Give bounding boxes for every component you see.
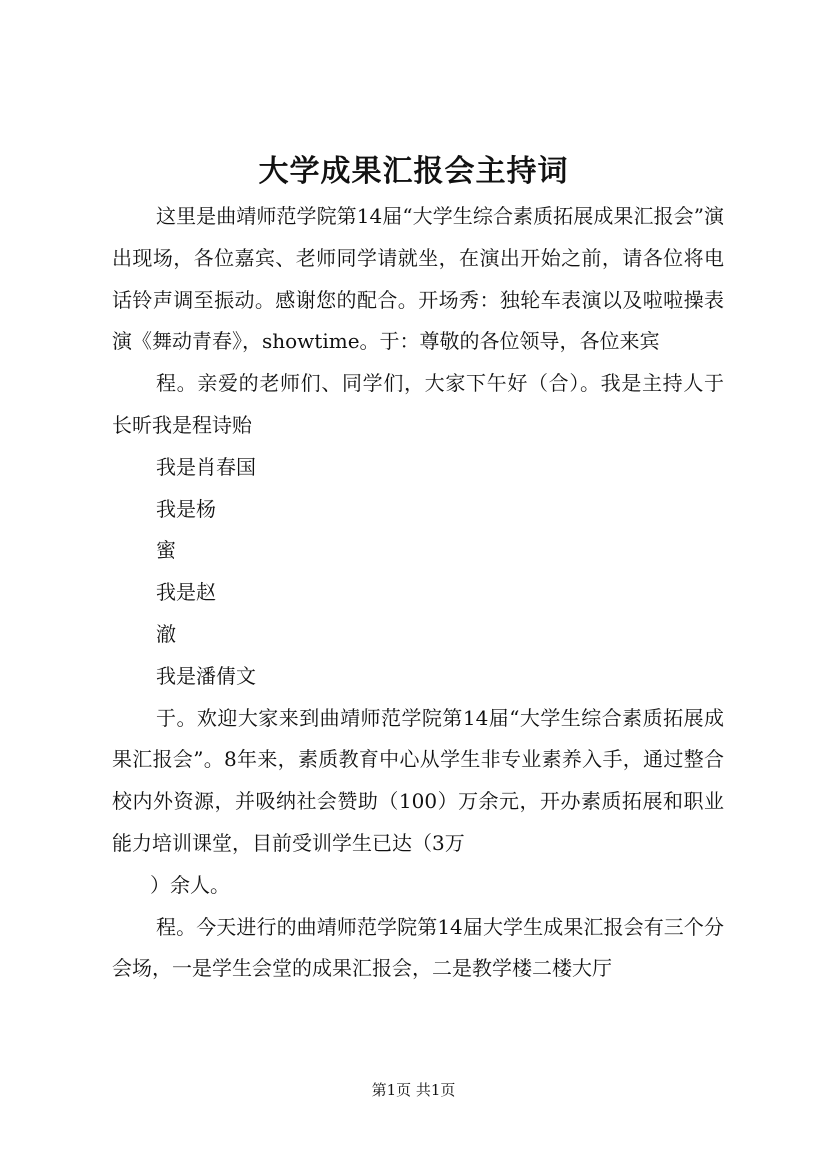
paragraph-welcome: 于。欢迎大家来到曲靖师范学院第14届“大学生综合素质拓展成果汇报会”。8年来，素质教育中心从学生非专业素养入手，通过整合校内外资源，并吸纳社会赞助（100）万余元，开办素质拓展和职业能力培训课堂，目前受训学生已达（3万 (112, 705, 724, 855)
paragraph-venues: 程。今天进行的曲靖师范学院第14届大学生成果汇报会有三个分会场，一是学生会堂的成果汇报会，二是教学楼二楼大厅 (112, 914, 724, 981)
paragraph-opening: 这里是曲靖师范学院第14届“大学生综合素质拓展成果汇报会”演出现场，各位嘉宾、老师同学请就坐，在演出开始之前，请各位将电话铃声调至振动。感谢您的配合。开场秀：独轮车表演以及啦啦操表演《舞动青春》，showtime。于：尊敬的各位领导，各位来宾 (112, 204, 724, 354)
paragraph-count-tail: ）余人。 (150, 872, 230, 897)
paragraph-host-xiao: 我是肖春国 (156, 454, 256, 479)
paragraph-host-pan: 我是潘倩文 (156, 663, 256, 688)
document-title: 大学成果汇报会主持词 (258, 154, 569, 189)
paragraph-greeting: 程。亲爱的老师们、同学们，大家下午好（合）。我是主持人于长昕我是程诗贻 (112, 371, 724, 437)
paragraph-host-zhao: 我是赵 (156, 580, 216, 605)
paragraph-host-yang: 我是杨 (156, 496, 216, 521)
page-number: 第1页 共1页 (371, 1081, 456, 1099)
paragraph-host-zhao-name: 澈 (156, 621, 176, 646)
paragraph-host-yang-name: 蜜 (156, 538, 176, 563)
document-body (112, 196, 724, 990)
